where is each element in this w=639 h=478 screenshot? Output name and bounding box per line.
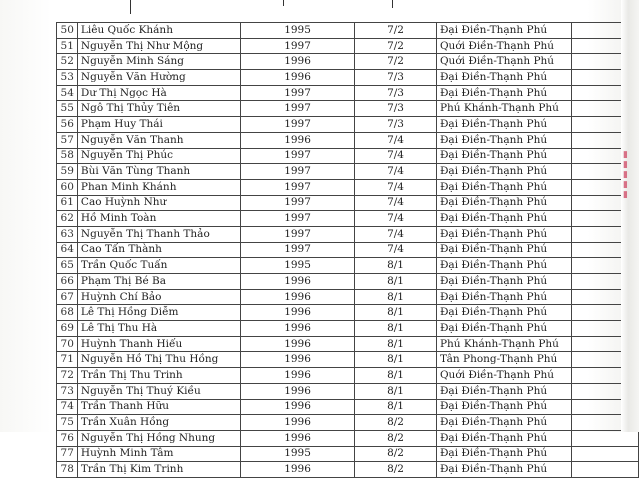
class-cell: 7/2 — [355, 54, 437, 70]
student-name-cell: Cao Huỳnh Như — [77, 195, 240, 211]
class-cell: 7/3 — [355, 70, 437, 86]
table-row — [57, 23, 639, 39]
address-cell: Đại Điền-Thạnh Phú — [436, 23, 571, 39]
birth-year-cell: 1996 — [240, 274, 354, 290]
student-name-cell: Nguyễn Văn Thanh — [77, 132, 240, 148]
address-cell: Đại Điền-Thạnh Phú — [436, 415, 571, 431]
birth-year-cell: 1996 — [240, 368, 354, 384]
table-row — [57, 54, 639, 70]
student-name-cell: Ngô Thị Thủy Tiên — [77, 101, 240, 117]
row-number-cell: 60 — [57, 179, 78, 195]
address-cell: Đại Điền-Thạnh Phú — [436, 430, 571, 446]
address-cell: Đại Điền-Thạnh Phú — [436, 305, 571, 321]
table-row — [57, 258, 639, 274]
empty-cell — [571, 446, 638, 462]
birth-year-cell: 1996 — [240, 352, 354, 368]
student-name-cell: Nguyễn Minh Sáng — [77, 54, 240, 70]
class-cell: 7/3 — [355, 85, 437, 101]
class-cell: 7/4 — [355, 148, 437, 164]
student-name-cell: Nguyễn Văn Hường — [77, 70, 240, 86]
table-row — [57, 195, 639, 211]
table-row — [57, 38, 639, 54]
row-number-cell: 55 — [57, 101, 78, 117]
class-cell: 8/1 — [355, 274, 437, 290]
address-cell: Đại Điền-Thạnh Phú — [436, 132, 571, 148]
birth-year-cell: 1996 — [240, 289, 354, 305]
student-name-cell: Lê Thị Hồng Diễm — [77, 305, 240, 321]
table-row — [57, 85, 639, 101]
student-name-cell: Huỳnh Chí Bảo — [77, 289, 240, 305]
birth-year-cell: 1997 — [240, 211, 354, 227]
table-row — [57, 462, 639, 478]
table-row — [57, 446, 639, 462]
row-number-cell: 67 — [57, 289, 78, 305]
class-cell: 7/3 — [355, 101, 437, 117]
red-stamp-fragment: ▮ ▮ ▮ ▮ ▮ — [623, 150, 628, 200]
class-cell: 8/2 — [355, 462, 437, 478]
class-cell: 7/4 — [355, 132, 437, 148]
address-cell: Đại Điền-Thạnh Phú — [436, 446, 571, 462]
row-number-cell: 61 — [57, 195, 78, 211]
student-name-cell: Phạm Thị Bé Ba — [77, 274, 240, 290]
row-number-cell: 52 — [57, 54, 78, 70]
row-number-cell: 69 — [57, 321, 78, 337]
student-name-cell: Nguyễn Thị Thuý Kiều — [77, 383, 240, 399]
birth-year-cell: 1996 — [240, 54, 354, 70]
class-cell: 8/1 — [355, 352, 437, 368]
class-cell: 8/1 — [355, 321, 437, 337]
birth-year-cell: 1997 — [240, 148, 354, 164]
birth-year-cell: 1997 — [240, 38, 354, 54]
student-name-cell: Dư Thị Ngọc Hà — [77, 85, 240, 101]
row-number-cell: 77 — [57, 446, 78, 462]
birth-year-cell: 1996 — [240, 430, 354, 446]
address-cell: Đại Điền-Thạnh Phú — [436, 179, 571, 195]
class-cell: 7/4 — [355, 195, 437, 211]
row-number-cell: 66 — [57, 274, 78, 290]
birth-year-cell: 1997 — [240, 179, 354, 195]
table-row — [57, 226, 639, 242]
table-row — [57, 368, 639, 384]
birth-year-cell: 1997 — [240, 195, 354, 211]
student-table — [56, 22, 639, 478]
class-cell: 8/1 — [355, 289, 437, 305]
row-number-cell: 75 — [57, 415, 78, 431]
birth-year-cell: 1995 — [240, 23, 354, 39]
address-cell: Đại Điền-Thạnh Phú — [436, 211, 571, 227]
birth-year-cell: 1996 — [240, 462, 354, 478]
class-cell: 7/4 — [355, 226, 437, 242]
table-row — [57, 352, 639, 368]
student-name-cell: Phạm Huy Thái — [77, 117, 240, 133]
row-number-cell: 72 — [57, 368, 78, 384]
class-cell: 7/4 — [355, 211, 437, 227]
address-cell: Đại Điền-Thạnh Phú — [436, 258, 571, 274]
empty-cell — [571, 430, 638, 446]
student-name-cell: Trần Thanh Hữu — [77, 399, 240, 415]
row-number-cell: 68 — [57, 305, 78, 321]
address-cell: Quới Điền-Thạnh Phú — [436, 368, 571, 384]
birth-year-cell: 1995 — [240, 258, 354, 274]
class-cell: 8/2 — [355, 446, 437, 462]
birth-year-cell: 1997 — [240, 242, 354, 258]
address-cell: Quới Điền-Thạnh Phú — [436, 38, 571, 54]
row-number-cell: 54 — [57, 85, 78, 101]
row-number-cell: 58 — [57, 148, 78, 164]
scan-mark — [283, 0, 284, 6]
student-name-cell: Trần Xuân Hồng — [77, 415, 240, 431]
birth-year-cell: 1996 — [240, 415, 354, 431]
table-row — [57, 132, 639, 148]
table-row — [57, 430, 639, 446]
address-cell: Đại Điền-Thạnh Phú — [436, 399, 571, 415]
table-row — [57, 242, 639, 258]
table-row — [57, 101, 639, 117]
row-number-cell: 64 — [57, 242, 78, 258]
row-number-cell: 73 — [57, 383, 78, 399]
row-number-cell: 51 — [57, 38, 78, 54]
table-row — [57, 305, 639, 321]
table-row — [57, 117, 639, 133]
address-cell: Đại Điền-Thạnh Phú — [436, 164, 571, 180]
birth-year-cell: 1997 — [240, 117, 354, 133]
table-row — [57, 289, 639, 305]
scan-mark — [130, 0, 131, 14]
row-number-cell: 71 — [57, 352, 78, 368]
student-name-cell: Trần Thị Thu Trinh — [77, 368, 240, 384]
birth-year-cell: 1996 — [240, 305, 354, 321]
class-cell: 7/2 — [355, 23, 437, 39]
table-row — [57, 274, 639, 290]
address-cell: Đại Điền-Thạnh Phú — [436, 148, 571, 164]
student-name-cell: Cao Tấn Thành — [77, 242, 240, 258]
address-cell: Đại Điền-Thạnh Phú — [436, 321, 571, 337]
address-cell: Đại Điền-Thạnh Phú — [436, 462, 571, 478]
student-name-cell: Huỳnh Thanh Hiếu — [77, 336, 240, 352]
table-row — [57, 211, 639, 227]
table-row — [57, 399, 639, 415]
student-name-cell: Nguyễn Thị Thanh Thảo — [77, 226, 240, 242]
address-cell: Đại Điền-Thạnh Phú — [436, 226, 571, 242]
student-name-cell: Phan Minh Khánh — [77, 179, 240, 195]
row-number-cell: 50 — [57, 23, 78, 39]
row-number-cell: 70 — [57, 336, 78, 352]
birth-year-cell: 1996 — [240, 383, 354, 399]
row-number-cell: 59 — [57, 164, 78, 180]
row-number-cell: 65 — [57, 258, 78, 274]
student-name-cell: Hồ Minh Toàn — [77, 211, 240, 227]
table-row — [57, 415, 639, 431]
class-cell: 8/1 — [355, 305, 437, 321]
table-row — [57, 321, 639, 337]
empty-cell — [571, 462, 638, 478]
student-name-cell: Nguyễn Thị Phúc — [77, 148, 240, 164]
row-number-cell: 57 — [57, 132, 78, 148]
student-name-cell: Nguyễn Thị Như Mộng — [77, 38, 240, 54]
student-name-cell: Nguyễn Hồ Thị Thu Hồng — [77, 352, 240, 368]
birth-year-cell: 1996 — [240, 321, 354, 337]
birth-year-cell: 1996 — [240, 70, 354, 86]
birth-year-cell: 1995 — [240, 446, 354, 462]
table-row — [57, 336, 639, 352]
row-number-cell: 56 — [57, 117, 78, 133]
row-number-cell: 62 — [57, 211, 78, 227]
class-cell: 7/4 — [355, 179, 437, 195]
birth-year-cell: 1996 — [240, 132, 354, 148]
student-name-cell: Huỳnh Minh Tâm — [77, 446, 240, 462]
address-cell: Tân Phong-Thạnh Phú — [436, 352, 571, 368]
address-cell: Đại Điền-Thạnh Phú — [436, 383, 571, 399]
class-cell: 8/1 — [355, 383, 437, 399]
student-name-cell: Nguyễn Thị Hồng Nhung — [77, 430, 240, 446]
row-number-cell: 74 — [57, 399, 78, 415]
class-cell: 8/2 — [355, 430, 437, 446]
student-name-cell: Trần Quốc Tuấn — [77, 258, 240, 274]
scan-mark — [392, 0, 393, 8]
address-cell: Đại Điền-Thạnh Phú — [436, 117, 571, 133]
row-number-cell: 53 — [57, 70, 78, 86]
student-name-cell: Trần Thị Kim Trinh — [77, 462, 240, 478]
row-number-cell: 63 — [57, 226, 78, 242]
address-cell: Đại Điền-Thạnh Phú — [436, 242, 571, 258]
class-cell: 8/1 — [355, 399, 437, 415]
address-cell: Đại Điền-Thạnh Phú — [436, 289, 571, 305]
address-cell: Phú Khánh-Thạnh Phú — [436, 336, 571, 352]
class-cell: 7/4 — [355, 164, 437, 180]
birth-year-cell: 1996 — [240, 336, 354, 352]
address-cell: Đại Điền-Thạnh Phú — [436, 70, 571, 86]
class-cell: 8/2 — [355, 415, 437, 431]
class-cell: 7/4 — [355, 242, 437, 258]
table-row — [57, 164, 639, 180]
row-number-cell: 76 — [57, 430, 78, 446]
student-name-cell: Lê Thị Thu Hà — [77, 321, 240, 337]
birth-year-cell: 1997 — [240, 164, 354, 180]
table-row — [57, 148, 639, 164]
class-cell: 7/2 — [355, 38, 437, 54]
table-row — [57, 70, 639, 86]
address-cell: Phú Khánh-Thạnh Phú — [436, 101, 571, 117]
table-row — [57, 179, 639, 195]
class-cell: 8/1 — [355, 258, 437, 274]
birth-year-cell: 1997 — [240, 101, 354, 117]
birth-year-cell: 1996 — [240, 399, 354, 415]
student-name-cell: Bùi Văn Tùng Thanh — [77, 164, 240, 180]
table-row — [57, 383, 639, 399]
class-cell: 7/3 — [355, 117, 437, 133]
class-cell: 8/1 — [355, 368, 437, 384]
class-cell: 8/1 — [355, 336, 437, 352]
row-number-cell: 78 — [57, 462, 78, 478]
student-name-cell: Liêu Quốc Khánh — [77, 23, 240, 39]
address-cell: Đại Điền-Thạnh Phú — [436, 274, 571, 290]
address-cell: Đại Điền-Thạnh Phú — [436, 85, 571, 101]
birth-year-cell: 1997 — [240, 226, 354, 242]
birth-year-cell: 1997 — [240, 85, 354, 101]
address-cell: Quới Điền-Thạnh Phú — [436, 54, 571, 70]
address-cell: Đại Điền-Thạnh Phú — [436, 195, 571, 211]
